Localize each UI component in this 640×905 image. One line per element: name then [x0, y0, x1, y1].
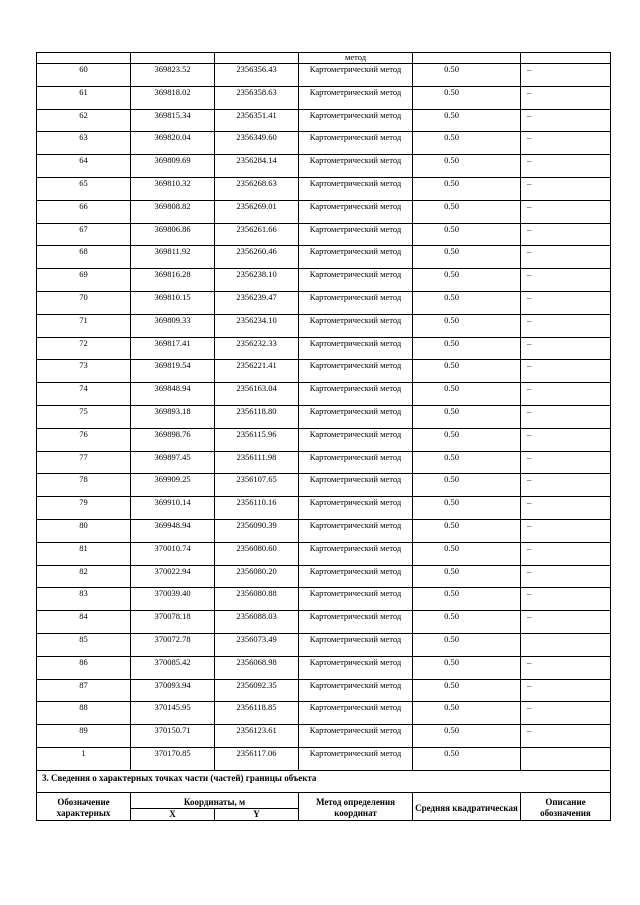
cell-description: – — [521, 291, 611, 314]
cell-description: – — [521, 679, 611, 702]
cell-rmse: 0.50 — [413, 565, 521, 588]
cell-rmse: 0.50 — [413, 109, 521, 132]
cell-description: – — [521, 702, 611, 725]
cell-rmse: 0.50 — [413, 747, 521, 770]
cell-method: Картометрический метод — [299, 132, 413, 155]
table-row — [37, 86, 611, 109]
cell-coord-y: 2356284.14 — [215, 155, 299, 178]
cell-rmse: 0.50 — [413, 702, 521, 725]
header-row — [37, 792, 611, 808]
cell-point-number: 76 — [37, 428, 131, 451]
cell-description: – — [521, 428, 611, 451]
cell-coord-y: 2356163.04 — [215, 383, 299, 406]
table-row — [37, 747, 611, 770]
cell-coord-x: 370078.18 — [131, 611, 215, 634]
cell-rmse: 0.50 — [413, 291, 521, 314]
cell-method: Картометрический метод — [299, 519, 413, 542]
cell-point-number: 83 — [37, 588, 131, 611]
cell-point-number: 75 — [37, 405, 131, 428]
cell-rmse: 0.50 — [413, 200, 521, 223]
table-row — [37, 269, 611, 292]
cell-rmse: 0.50 — [413, 269, 521, 292]
cell-method: Картометрический метод — [299, 725, 413, 748]
cell-point-number: 65 — [37, 177, 131, 200]
cell-coord-x: 369819.54 — [131, 360, 215, 383]
cell-coord-y: 2356080.60 — [215, 542, 299, 565]
cell-method: Картометрический метод — [299, 497, 413, 520]
cell-method: Картометрический метод — [299, 565, 413, 588]
table-row — [37, 177, 611, 200]
cell-point-number: 71 — [37, 314, 131, 337]
cell-coord-x: 369909.25 — [131, 474, 215, 497]
cell-rmse: 0.50 — [413, 611, 521, 634]
cell-coord-y: 2356268.63 — [215, 177, 299, 200]
cell-point-number: 60 — [37, 64, 131, 87]
cell-rmse: 0.50 — [413, 86, 521, 109]
cell-rmse: 0.50 — [413, 451, 521, 474]
cell-description — [521, 747, 611, 770]
cell-coord-y: 2356269.01 — [215, 200, 299, 223]
table-row — [37, 155, 611, 178]
cell-method: Картометрический метод — [299, 633, 413, 656]
table-row — [37, 588, 611, 611]
table-row — [37, 702, 611, 725]
cell-coord-x: 370145.95 — [131, 702, 215, 725]
cell-coord-y: 2356356.43 — [215, 64, 299, 87]
cell-rmse: 0.50 — [413, 64, 521, 87]
cell-coord-x: 369809.69 — [131, 155, 215, 178]
cell-point-number: 74 — [37, 383, 131, 406]
cell-point-number: 87 — [37, 679, 131, 702]
cell-coord-y: 2356110.16 — [215, 497, 299, 520]
table-row — [37, 337, 611, 360]
cell-rmse: 0.50 — [413, 633, 521, 656]
cell-point-number: 67 — [37, 223, 131, 246]
cell-method: Картометрический метод — [299, 291, 413, 314]
table-row — [37, 497, 611, 520]
cell-point-number: 70 — [37, 291, 131, 314]
cell-method: Картометрический метод — [299, 451, 413, 474]
cell-coord-y: 2356073.49 — [215, 633, 299, 656]
header-coords: Координаты, м — [131, 792, 299, 808]
header-designation: Обозначение характерных — [37, 792, 131, 820]
cell-description: – — [521, 519, 611, 542]
table-row — [37, 291, 611, 314]
cell-coord-y: 2356221.41 — [215, 360, 299, 383]
cell-description: – — [521, 269, 611, 292]
table-row — [37, 132, 611, 155]
cell-description: – — [521, 497, 611, 520]
cell-method: Картометрический метод — [299, 656, 413, 679]
cell-description: – — [521, 656, 611, 679]
cell-method: Картометрический метод — [299, 64, 413, 87]
cell-coord-y: 2356123.61 — [215, 725, 299, 748]
cell-coord-x: 369809.33 — [131, 314, 215, 337]
cell-method: Картометрический метод — [299, 428, 413, 451]
cell-coord-x: 369818.02 — [131, 86, 215, 109]
cell-description: – — [521, 314, 611, 337]
cell-method: Картометрический метод — [299, 200, 413, 223]
cell-coord-y: 2356090.39 — [215, 519, 299, 542]
cell-coord-y: 2356358.63 — [215, 86, 299, 109]
cell-coord-x: 370072.78 — [131, 633, 215, 656]
section-3 — [37, 770, 611, 820]
cell-description: – — [521, 177, 611, 200]
cell-point-number: 72 — [37, 337, 131, 360]
cell-coord-y: 2356351.41 — [215, 109, 299, 132]
cell-rmse: 0.50 — [413, 155, 521, 178]
cell-rmse: 0.50 — [413, 360, 521, 383]
cell-description — [521, 633, 611, 656]
table-row — [37, 314, 611, 337]
table-row — [37, 383, 611, 406]
cell-coord-x: 369948.94 — [131, 519, 215, 542]
cell-point-number: 68 — [37, 246, 131, 269]
cell-coord-y: 2356261.66 — [215, 223, 299, 246]
table-row — [37, 611, 611, 634]
cell-rmse: 0.50 — [413, 337, 521, 360]
cell-coord-x: 369810.15 — [131, 291, 215, 314]
cell-coord-y: 2356232.33 — [215, 337, 299, 360]
cell-method: Картометрический метод — [299, 588, 413, 611]
header-desc: Описание обозначения — [521, 792, 611, 820]
cell-method: Картометрический метод — [299, 747, 413, 770]
cell-method: Картометрический метод — [299, 86, 413, 109]
cell-description: – — [521, 86, 611, 109]
table-row — [37, 565, 611, 588]
cell-description: – — [521, 246, 611, 269]
cell-method: Картометрический метод — [299, 383, 413, 406]
cell-description: – — [521, 360, 611, 383]
cell-description: – — [521, 474, 611, 497]
cell-coord-y: 2356088.03 — [215, 611, 299, 634]
cell-method: Картометрический метод — [299, 702, 413, 725]
cell-description: – — [521, 383, 611, 406]
cell-method: Картометрический метод — [299, 155, 413, 178]
cell-method: Картометрический метод — [299, 337, 413, 360]
cell-coord-y: 2356234.10 — [215, 314, 299, 337]
cell-rmse: 0.50 — [413, 405, 521, 428]
table-row — [37, 679, 611, 702]
cell-coord-x: 369811.92 — [131, 246, 215, 269]
table-row — [37, 474, 611, 497]
table-row — [37, 64, 611, 87]
cell-description: – — [521, 611, 611, 634]
cell-coord-x: 369910.14 — [131, 497, 215, 520]
table-row — [37, 246, 611, 269]
cell-method: Картометрический метод — [299, 223, 413, 246]
cell-coord-y: 2356118.85 — [215, 702, 299, 725]
cell-rmse: 0.50 — [413, 588, 521, 611]
cell-coord-y: 2356239.47 — [215, 291, 299, 314]
cell-x — [131, 53, 215, 64]
cell-point-number: 88 — [37, 702, 131, 725]
cell-method: Картометрический метод — [299, 269, 413, 292]
cell-point-number: 64 — [37, 155, 131, 178]
cell-point-number: 77 — [37, 451, 131, 474]
cell-coord-x: 369817.41 — [131, 337, 215, 360]
cell-rmse: 0.50 — [413, 314, 521, 337]
cell-rmse: 0.50 — [413, 177, 521, 200]
cell-description: – — [521, 565, 611, 588]
cell-coord-y: 2356118.80 — [215, 405, 299, 428]
cell-y — [215, 53, 299, 64]
cell-coord-x: 370085.42 — [131, 656, 215, 679]
cell-method: Картометрический метод — [299, 109, 413, 132]
table-row — [37, 428, 611, 451]
cell-description: – — [521, 64, 611, 87]
cell-method: Картометрический метод — [299, 177, 413, 200]
cell-description: – — [521, 337, 611, 360]
cell-description: – — [521, 588, 611, 611]
cell-rmse: 0.50 — [413, 223, 521, 246]
cell-description: – — [521, 405, 611, 428]
cell-coord-x: 369810.32 — [131, 177, 215, 200]
cell-description: – — [521, 155, 611, 178]
cell-rmse — [413, 53, 521, 64]
cell-coord-y: 2356115.96 — [215, 428, 299, 451]
cell-point-number: 62 — [37, 109, 131, 132]
cell-description: – — [521, 451, 611, 474]
cell-method: Картометрический метод — [299, 360, 413, 383]
table-row — [37, 360, 611, 383]
cell-rmse: 0.50 — [413, 474, 521, 497]
table-row — [37, 542, 611, 565]
cell-point-number: 66 — [37, 200, 131, 223]
header-y: Y — [215, 808, 299, 820]
cell-coord-y: 2356107.65 — [215, 474, 299, 497]
cell-rmse: 0.50 — [413, 383, 521, 406]
cell-coord-x: 370170.85 — [131, 747, 215, 770]
cell-point-number: 1 — [37, 747, 131, 770]
table-body — [37, 53, 611, 771]
cell-point-number: 85 — [37, 633, 131, 656]
cell-rmse: 0.50 — [413, 428, 521, 451]
cell-point-number: 80 — [37, 519, 131, 542]
cell-rmse: 0.50 — [413, 519, 521, 542]
cell-point-number: 69 — [37, 269, 131, 292]
cell-coord-x: 369820.04 — [131, 132, 215, 155]
cell-point-number: 79 — [37, 497, 131, 520]
cell-method: Картометрический метод — [299, 405, 413, 428]
cell-coord-y: 2356238.10 — [215, 269, 299, 292]
cell-point-number: 82 — [37, 565, 131, 588]
cell-point-number: 78 — [37, 474, 131, 497]
cell-coord-x: 369808.82 — [131, 200, 215, 223]
table-row — [37, 633, 611, 656]
cell-description: – — [521, 132, 611, 155]
cell-coord-y: 2356068.98 — [215, 656, 299, 679]
cell-coord-y: 2356260.46 — [215, 246, 299, 269]
cell-desc — [521, 53, 611, 64]
cell-coord-y: 2356092.35 — [215, 679, 299, 702]
table-row — [37, 109, 611, 132]
cell-description: – — [521, 200, 611, 223]
cell-coord-x: 370093.94 — [131, 679, 215, 702]
cell-point-number: 89 — [37, 725, 131, 748]
boundary-points-table — [36, 52, 611, 821]
header-rmse: Средняя квадратическая — [413, 792, 521, 820]
table-row — [37, 451, 611, 474]
cell-coord-y: 2356349.60 — [215, 132, 299, 155]
cell-rmse: 0.50 — [413, 725, 521, 748]
cell-rmse: 0.50 — [413, 656, 521, 679]
cell-point-number: 63 — [37, 132, 131, 155]
cell-description: – — [521, 542, 611, 565]
header-x: X — [131, 808, 215, 820]
table-row — [37, 405, 611, 428]
cell-method: Картометрический метод — [299, 679, 413, 702]
cell-rmse: 0.50 — [413, 246, 521, 269]
cell-method: Картометрический метод — [299, 611, 413, 634]
cell-coord-y: 2356117.06 — [215, 747, 299, 770]
cell-n — [37, 53, 131, 64]
cell-point-number: 86 — [37, 656, 131, 679]
cell-coord-x: 370039.40 — [131, 588, 215, 611]
cell-coord-x: 369823.52 — [131, 64, 215, 87]
cell-coord-x: 369848.94 — [131, 383, 215, 406]
cell-description: – — [521, 109, 611, 132]
cell-coord-y: 2356080.20 — [215, 565, 299, 588]
cell-coord-x: 369898.76 — [131, 428, 215, 451]
cell-coord-x: 370010.74 — [131, 542, 215, 565]
cell-point-number: 61 — [37, 86, 131, 109]
section-title: 3. Сведения о характерных точках части (частей) границы объекта — [37, 770, 611, 792]
cell-coord-x: 369897.45 — [131, 451, 215, 474]
continuation-row — [37, 53, 611, 64]
cell-rmse: 0.50 — [413, 497, 521, 520]
cell-method: Картометрический метод — [299, 474, 413, 497]
cell-coord-x: 369815.34 — [131, 109, 215, 132]
cell-rmse: 0.50 — [413, 132, 521, 155]
cell-rmse: 0.50 — [413, 679, 521, 702]
cell-method: метод — [299, 53, 413, 64]
table-row — [37, 200, 611, 223]
table-row — [37, 519, 611, 542]
cell-point-number: 73 — [37, 360, 131, 383]
cell-description: – — [521, 223, 611, 246]
table-row — [37, 656, 611, 679]
table-row — [37, 223, 611, 246]
cell-coord-x: 369893.18 — [131, 405, 215, 428]
cell-coord-x: 369816.28 — [131, 269, 215, 292]
cell-coord-x: 370022.94 — [131, 565, 215, 588]
cell-description: – — [521, 725, 611, 748]
cell-point-number: 81 — [37, 542, 131, 565]
cell-method: Картометрический метод — [299, 542, 413, 565]
cell-coord-y: 2356080.88 — [215, 588, 299, 611]
table-row — [37, 725, 611, 748]
cell-rmse: 0.50 — [413, 542, 521, 565]
cell-point-number: 84 — [37, 611, 131, 634]
cell-coord-y: 2356111.98 — [215, 451, 299, 474]
section-title-row — [37, 770, 611, 792]
cell-coord-x: 369806.86 — [131, 223, 215, 246]
header-method: Метод определения координат — [299, 792, 413, 820]
cell-method: Картометрический метод — [299, 314, 413, 337]
cell-coord-x: 370150.71 — [131, 725, 215, 748]
cell-method: Картометрический метод — [299, 246, 413, 269]
